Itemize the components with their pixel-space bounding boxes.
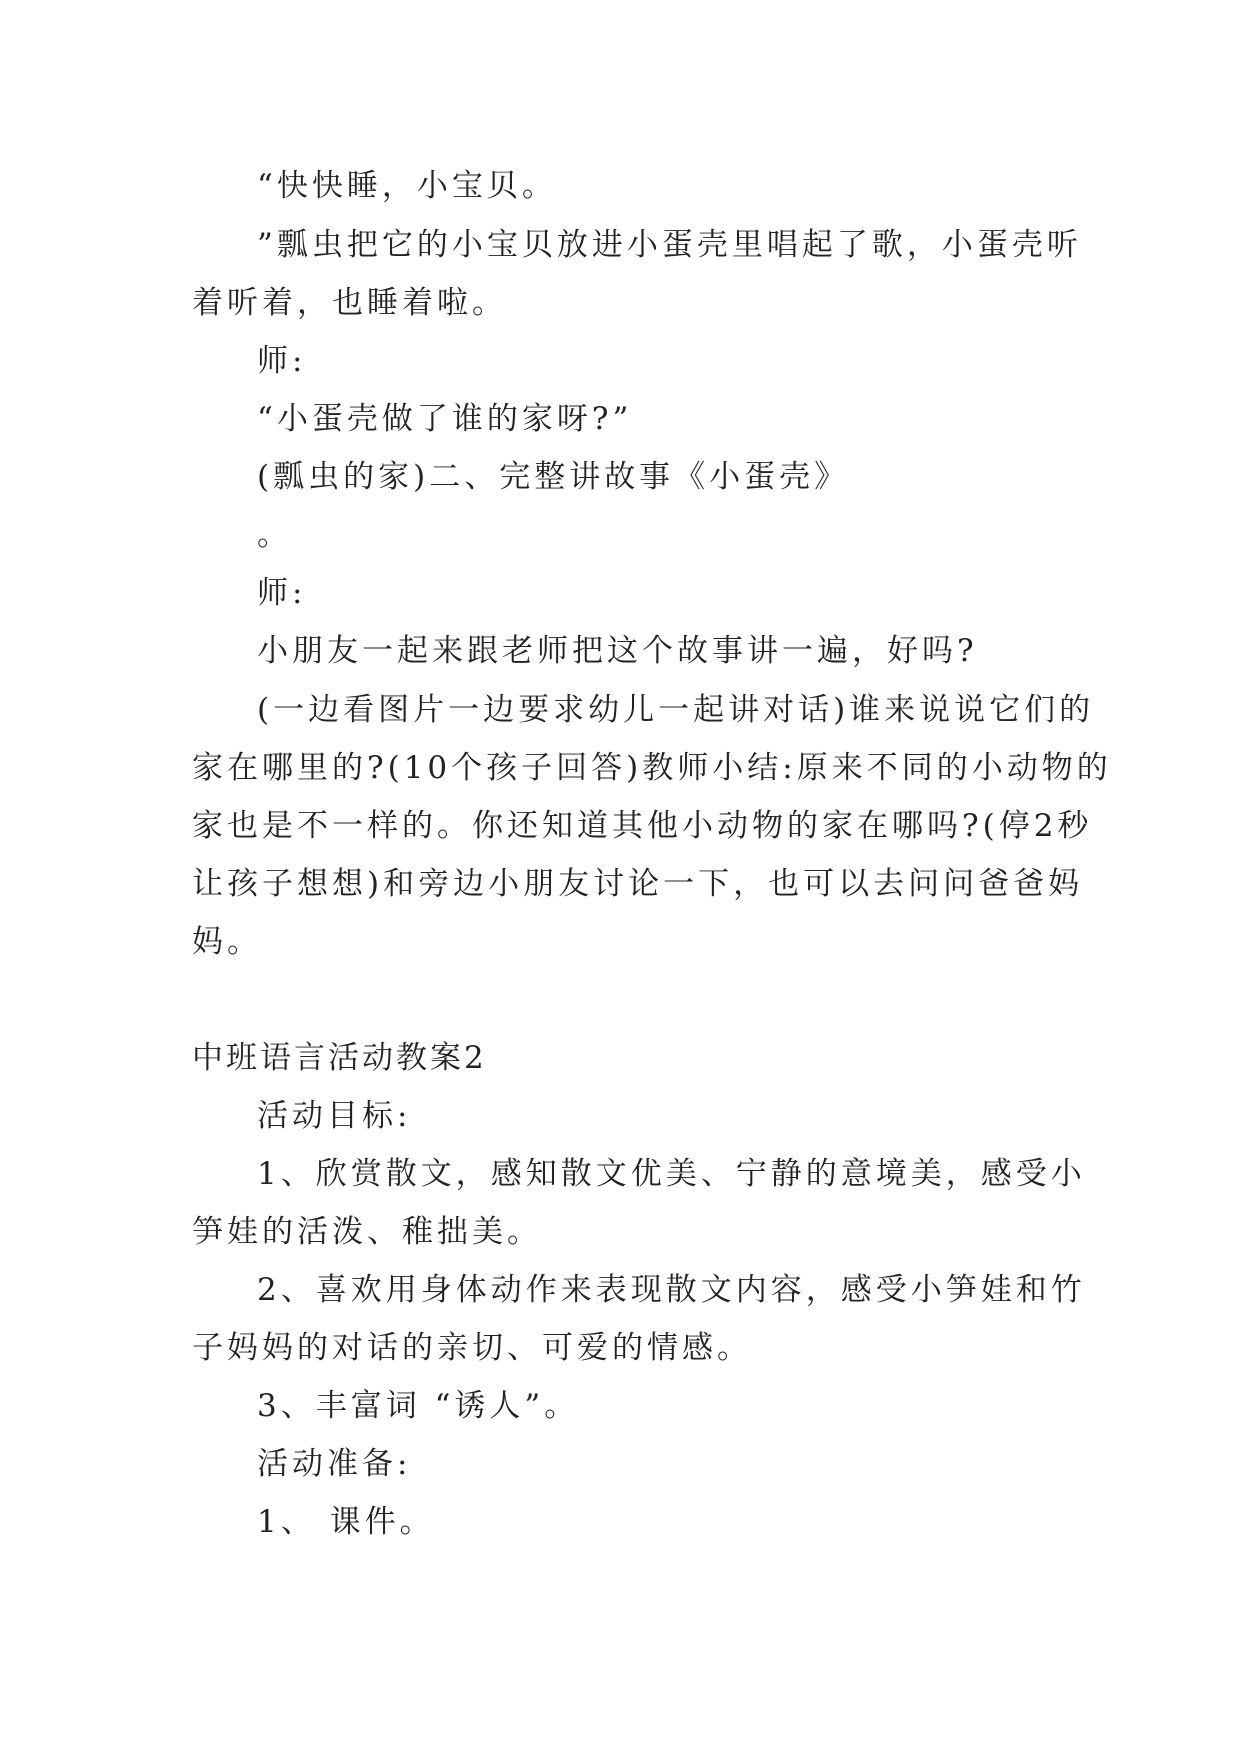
text-line: 家在哪里的?(10个孩子回答)教师小结:原来不同的小动物的 (192, 750, 1112, 786)
list-item: 3、丰富词 “诱人”。 (257, 1388, 580, 1424)
text-line: 小朋友一起来跟老师把这个故事讲一遍，好吗? (257, 633, 978, 669)
speaker-label: 师: (257, 575, 307, 611)
text-line: ”瓢虫把它的小宝贝放进小蛋壳里唱起了歌，小蛋壳听 (257, 227, 1082, 263)
subsection-label: 活动目标: (257, 1098, 412, 1134)
text-line: 妈。 (192, 924, 262, 960)
speaker-label: 师: (257, 343, 307, 379)
text-line: 着听着，也睡着啦。 (192, 285, 507, 321)
list-item: 1、欣赏散文，感知散文优美、宁静的意境美，感受小 (257, 1156, 1086, 1192)
list-item: 1、 课件。 (257, 1504, 435, 1540)
text-line: (瓢虫的家)二、完整讲故事《小蛋壳》 (257, 459, 850, 495)
text-line: “快快睡，小宝贝。 (257, 168, 557, 204)
subsection-label: 活动准备: (257, 1446, 412, 1482)
text-line: 子妈妈的对话的亲切、可爱的情感。 (192, 1330, 752, 1366)
text-line: 。 (257, 517, 292, 553)
list-item: 2、喜欢用身体动作来表现散文内容，感受小笋娃和竹 (257, 1272, 1086, 1308)
text-line: 笋娃的活泼、稚拙美。 (192, 1214, 542, 1250)
text-line: 家也是不一样的。你还知道其他小动物的家在哪吗?(停2秒 (192, 808, 1093, 844)
text-line: (一边看图片一边要求幼儿一起讲对话)谁来说说它们的 (257, 692, 1095, 728)
section-heading: 中班语言活动教案2 (192, 1040, 487, 1076)
text-line: 让孩子想想)和旁边小朋友讨论一下，也可以去问问爸爸妈 (192, 866, 1084, 902)
text-line: “小蛋壳做了谁的家呀?” (257, 401, 633, 437)
